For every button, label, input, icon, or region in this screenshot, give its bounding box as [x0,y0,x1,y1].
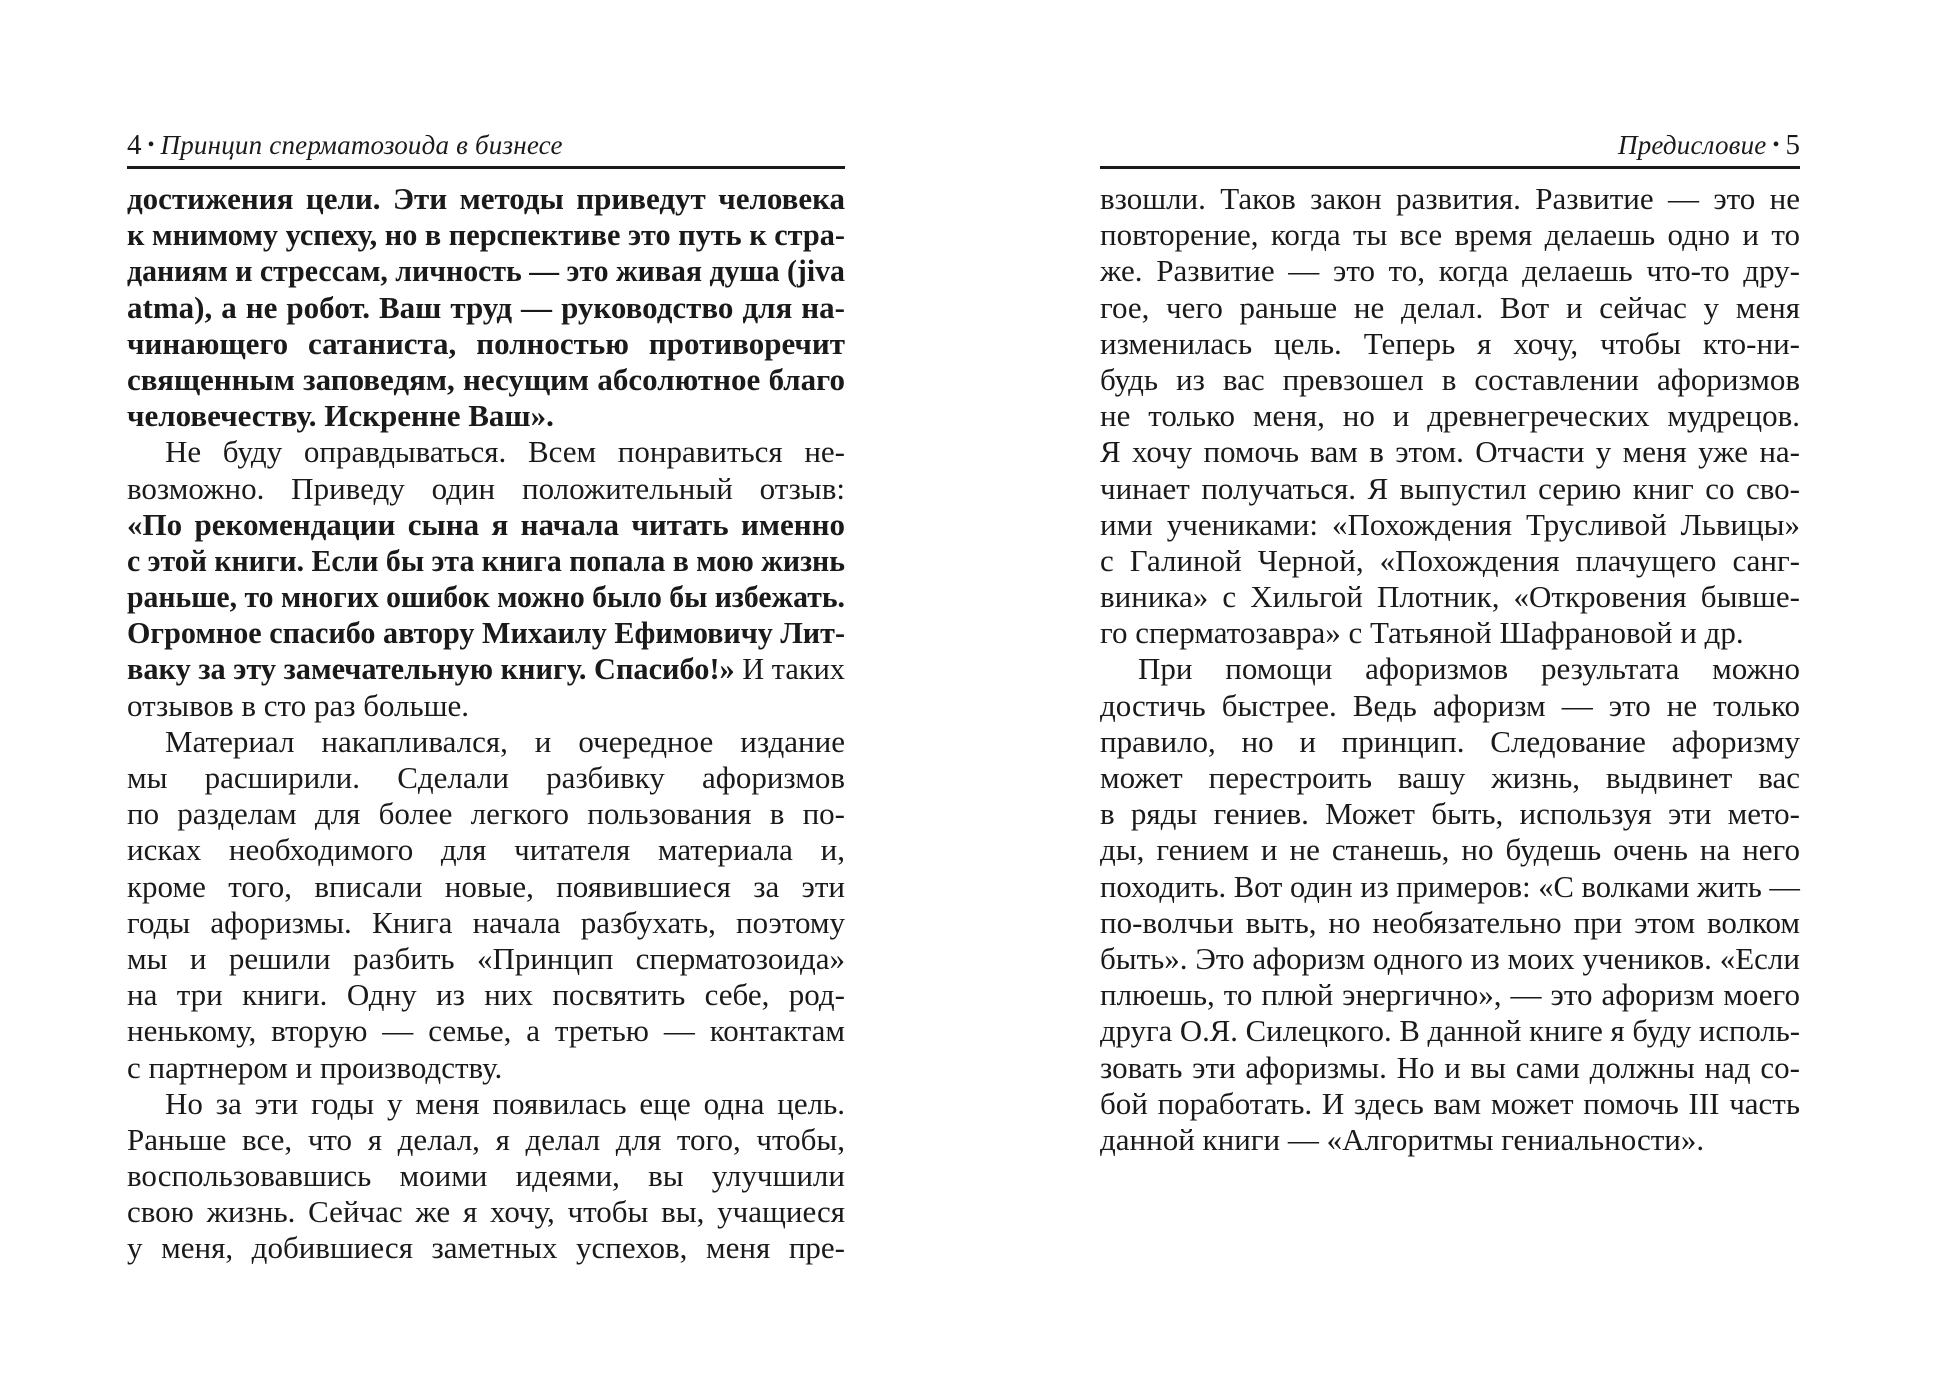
header-rule [127,166,845,169]
text-span: свою жизнь. Сейчас же я хочу, чтобы вы, учащиеся [127,1194,845,1230]
running-head-left [127,128,845,166]
body-text [1100,181,1800,1158]
text-line [127,217,845,253]
text-line [1100,398,1800,434]
text-line [127,181,845,217]
text-line [127,398,845,434]
header-rule [1100,166,1800,169]
text-span: Не буду оправдываться. Всем понравиться не- [165,434,845,470]
text-span: возможно. Приведу один положительный отзыв: [127,470,845,506]
text-line [127,1158,845,1194]
text-span: повторение, когда ты все время делаешь одно и то [1100,217,1800,253]
text-line [1100,688,1800,724]
text-line [1100,832,1800,868]
text-line [127,1050,845,1086]
text-line [1100,651,1800,687]
text-span: может перестроить вашу жизнь, выдвинет вас [1100,760,1800,795]
text-line [127,326,845,362]
bold-text: «По рекомендации сына я начала читать именно [127,506,845,542]
text-line [127,905,845,941]
text-span: же. Развитие — это то, когда делаешь что-то дру- [1100,253,1800,289]
text-span: При помощи афоризмов результата можно [1138,651,1800,687]
text-span: кроме того, вписали новые, появившиеся за эти [127,868,845,904]
bold-text: Огромное спасибо автору Михаилу Ефимовичу Лит- [127,615,846,651]
text-span: друга О.Я. Силецкого. В данной книге я буду исполь- [1100,1013,1801,1049]
text-span: Но за эти годы у меня появилась еще одна цель. [165,1085,845,1121]
text-span: на три книги. Одну из них посвятить себе, род- [127,977,845,1013]
text-span: данной книги — «Алгоритмы гениальности». [1100,1121,1705,1157]
bullet-separator: • [1772,134,1780,156]
running-head-right [1100,128,1800,166]
text-span: Материал накапливался, и очередное издание [165,723,845,759]
text-line [127,869,845,905]
text-line [127,434,845,470]
bold-text: к мнимому успеху, но в перспективе это путь к стра- [127,217,845,253]
text-line [1100,579,1800,615]
text-span: походить. Вот один из примеров: «С волками жить — [1100,868,1800,904]
text-line [1100,1013,1800,1049]
text-line [1100,760,1800,796]
text-line [1100,615,1800,651]
text-span: виника» с Хильгой Плотник, «Откровения бывше- [1100,579,1800,615]
bold-text: священным заповедям, несущим абсолютное благо [127,361,845,397]
text-line [127,832,845,868]
bold-text: с этой книги. Если бы эта книга попала в мою жизнь [127,542,846,578]
text-line [127,1086,845,1122]
bold-text: раньше, то многих ошибок можно было бы избежать. [127,579,845,615]
text-span: зовать эти афоризмы. Но и вы сами должны над со- [1100,1049,1800,1085]
text-span: по-волчьи выть, но необязательно при этом волком [1100,904,1800,940]
text-line [1100,724,1800,760]
text-line [127,507,845,543]
text-line [127,688,845,724]
text-span: по разделам для более легкого пользования в по- [127,796,845,832]
text-span: го сперматозавра» с Татьяной Шафрановой и др. [1100,615,1744,651]
text-span: плюешь, то плюй энергично», — это афоризм моего [1100,977,1800,1013]
text-span: ды, гением и не станешь, но будешь очень на него [1100,832,1800,868]
text-span: бой поработать. И здесь вам может помочь III часть [1100,1085,1800,1121]
text-line [127,543,845,579]
bold-text: достижения цели. Эти методы приведут человека [127,181,845,216]
text-line [127,1013,845,1049]
text-line [1100,1086,1800,1122]
text-line [127,1122,845,1158]
text-line [127,977,845,1013]
text-line [1100,290,1800,326]
text-span: быть». Это афоризм одного из моих учеников. «Если [1100,940,1800,976]
page-number: 5 [1785,129,1800,161]
text-line [1100,941,1800,977]
text-line [1100,217,1800,253]
bold-text: даниям и стрессам, личность — это живая душа (jiva [127,253,845,289]
text-span: взошли. Таков закон развития. Развитие — это не [1100,181,1800,216]
text-line [127,362,845,398]
text-line [1100,1050,1800,1086]
text-span: отзывов в сто раз больше. [127,687,470,723]
text-span: Раньше все, что я делал, я делал для того, чтобы, [127,1121,845,1157]
text-line [127,471,845,507]
text-line [1100,1122,1800,1158]
text-line [127,1230,845,1266]
text-span: мы расширили. Сделали разбивку афоризмов [127,760,845,795]
text-span: будь из вас превзошел в составлении афоризмов [1100,361,1800,397]
text-line [1100,796,1800,832]
text-line [1100,434,1800,470]
body-text [127,181,845,1267]
text-span: годы афоризмы. Книга начала разбухать, поэтому [127,904,845,940]
text-span: в ряды гениев. Может быть, используя эти мето- [1100,796,1800,832]
text-line [127,724,845,760]
text-line [127,941,845,977]
bold-text: ваку за эту замечательную книгу. Спасибо!» [127,651,735,687]
text-span: чинает получаться. Я выпустил серию книг со сво- [1100,470,1800,506]
text-span: ненькому, вторую — семье, а третью — контактам [127,1013,845,1049]
text-span: воспользовавшись моими идеями, вы улучшили [127,1158,845,1194]
text-span: гое, чего раньше не делал. Вот и сейчас у меня [1100,289,1800,325]
text-span: изменилась цель. Теперь я хочу, чтобы кто-ни- [1100,325,1800,361]
text-span: Я хочу помочь вам в этом. Отчасти у меня уже на- [1100,434,1800,470]
text-line [1100,253,1800,289]
text-line [1100,905,1800,941]
text-span: у меня, добившиеся заметных успехов, меня пре- [127,1230,845,1266]
text-line [127,760,845,796]
text-span: не только меня, но и древнегреческих мудрецов. [1100,398,1800,434]
text-span: мы и решили разбить «Принцип сперматозоида» [127,940,845,976]
bold-text: atma), а не робот. Ваш труд — руководство для на- [127,289,845,325]
text-line [1100,507,1800,543]
text-line [1100,362,1800,398]
text-span: ими учениками: «Похождения Трусливой Львицы» [1100,506,1800,542]
page-number: 4 [127,129,142,161]
text-span: И таких [734,651,845,687]
text-line [127,1194,845,1230]
text-line [127,615,845,651]
text-line [1100,869,1800,905]
text-line [127,253,845,289]
chapter-title: Предисловие [1618,130,1767,160]
text-line [1100,326,1800,362]
text-line [1100,543,1800,579]
book-title: Принцип сперматозоида в бизнесе [160,130,563,160]
text-span: правило, но и принцип. Следование афоризму [1100,723,1800,759]
text-line [127,579,845,615]
text-span: достичь быстрее. Ведь афоризм — это не только [1100,687,1800,723]
text-line [1100,977,1800,1013]
bullet-separator: • [147,134,155,156]
bold-text: человечеству. Искренне Ваш». [127,398,554,434]
text-line [127,796,845,832]
text-span: с Галиной Черной, «Похождения плачущего санг- [1100,542,1800,578]
text-line [1100,471,1800,507]
text-line [1100,181,1800,217]
bold-text: чинающего сатаниста, полностью противоречит [127,325,845,361]
text-line [127,651,845,687]
text-line [127,290,845,326]
text-span: исках необходимого для читателя материала и, [127,832,845,868]
text-span: с партнером и производству. [127,1049,503,1085]
